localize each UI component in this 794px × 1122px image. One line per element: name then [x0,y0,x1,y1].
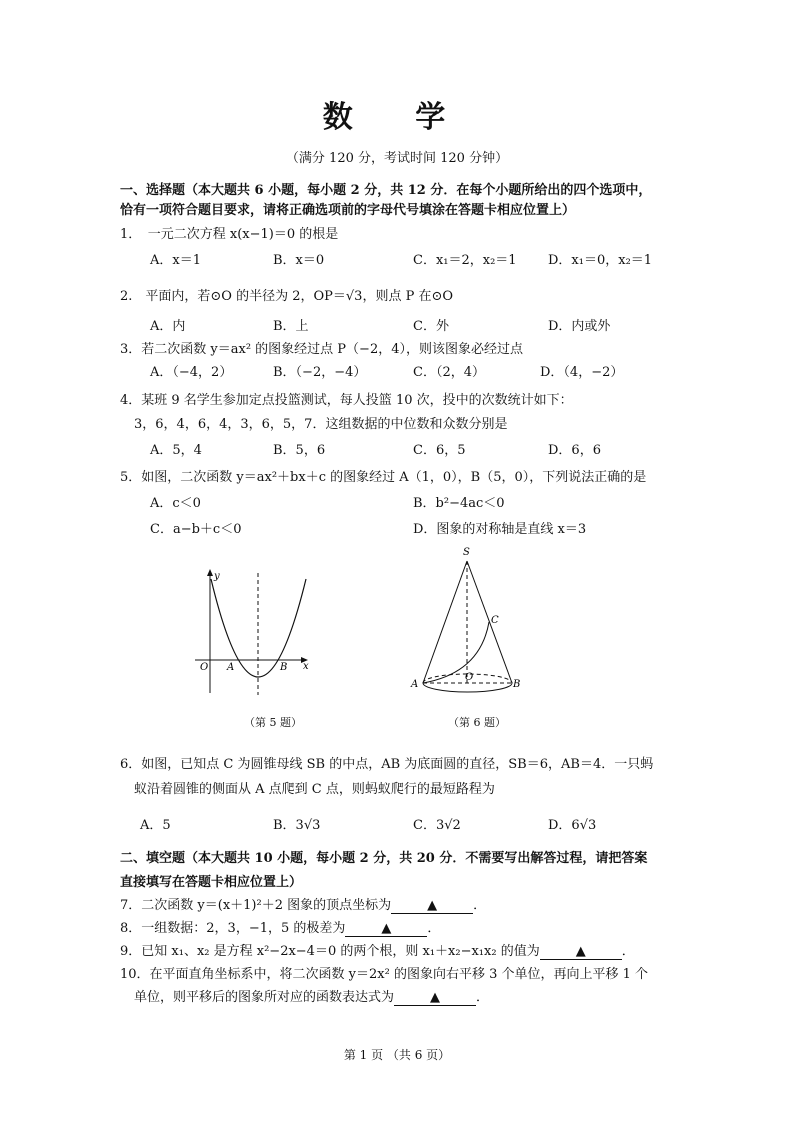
label-o: O [200,662,209,673]
q5-option-b: B．b²−4ac＜0 [413,496,505,511]
answer-blank: ▲ [394,991,476,1006]
q9-text: 9．已知 x₁、x₂ 是方程 x²−2x−4＝0 的两个根，则 x₁＋x₂−x₁x₂ 的值为 [120,944,540,959]
q3-option-b: B．（−2，−4） [273,365,367,380]
q4-option-c: C．6，5 [413,443,466,458]
label-s: S [463,547,470,558]
section2-heading-1: 二、填空题（本大题共 10 小题，每小题 2 分，共 20 分．不需要写出解答过程，请把答案 [120,851,648,866]
q2-stem: 2. 平面内，若⊙O 的半径为 2，OP＝√3，则点 P 在⊙O [120,289,454,304]
figure-6-caption: （第 6 题） [448,716,506,729]
q2-option-c: C．外 [413,319,449,334]
exam-info: （满分 120 分，考试时间 120 分钟） [285,151,509,166]
q1-option-a: A．x＝1 [150,253,201,268]
section1-heading-2: 恰有一项符合题目要求，请将正确选项前的字母代号填涂在答题卡相应位置上） [120,203,576,218]
answer-blank: ▲ [391,899,473,914]
q1-option-d: D．x₁＝0，x₂＝1 [548,253,653,268]
page-footer: 第 1 页 （共 6 页） [343,1048,451,1062]
q5-option-a: A．c＜0 [150,496,201,511]
q6-stem-2: 蚁沿着圆锥的侧面从 A 点爬到 C 点，则蚂蚁爬行的最短路程为 [134,782,495,797]
answer-blank: ▲ [345,922,427,937]
q9: 9．已知 x₁、x₂ 是方程 x²−2x−4＝0 的两个根，则 x₁＋x₂−x₁x₂ 的值为 ▲ ． [120,944,635,959]
q5-option-d: D．图象的对称轴是直线 x＝3 [413,522,587,537]
q5-stem: 5．如图，二次函数 y＝ax²＋bx＋c 的图象经过 A（1，0），B（5，0），下列说法正确的是 [120,470,647,485]
q4-stem: 4．某班 9 名学生参加定点投篮测试，每人投篮 10 次，投中的次数统计如下： [120,393,573,408]
q10-line-2: 单位，则平移后的图象所对应的函数表达式为 ▲ ． [134,990,490,1005]
q8-text: 8．一组数据：2，3，−1，5 的极差为 [120,921,346,936]
cone-edge-sa [423,561,467,683]
q8: 8．一组数据：2，3，−1，5 的极差为 ▲ ． [120,921,441,936]
page-title: 数 学 [322,100,472,135]
q10-line-1: 10．在平面直角坐标系中，将二次函数 y＝2x² 的图象向右平移 3 个单位，再向上平移 1 个 [120,967,649,982]
cone-edge-sb [467,561,512,683]
q1-option-b: B．x＝0 [273,253,325,268]
q3-stem: 3．若二次函数 y＝ax² 的图象经过点 P（−2，4），则该图象必经过点 [120,342,523,357]
figure-6-cone [405,543,535,703]
figure-5-caption: （第 5 题） [244,716,302,729]
q6-option-d: D．6√3 [548,818,597,833]
q4-stem-2: 3，6，4，6，4，3，6，5，7．这组数据的中位数和众数分别是 [134,417,508,432]
parabola-curve [211,579,306,677]
section2-heading-2: 直接填写在答题卡相应位置上） [120,875,303,890]
label-a: A [411,679,419,690]
q6-option-a: A．5 [140,818,171,833]
q10-text: 单位，则平移后的图象所对应的函数表达式为 [134,990,395,1005]
label-c: C [491,615,499,626]
base-front [423,683,512,692]
q7-text: 7．二次函数 y＝(x＋1)²＋2 图象的顶点坐标为 [120,898,392,913]
label-a: A [227,662,235,673]
y-axis-arrow [207,569,213,576]
q3-option-c: C．（2，4） [413,365,485,380]
label-x: x [303,661,309,672]
section1-heading-1: 一、选择题（本大题共 6 小题，每小题 2 分，共 12 分．在每个小题所给出的四个选项中， [120,183,652,198]
q2-option-a: A．内 [150,319,186,334]
q2-option-d: D．内或外 [548,319,611,334]
answer-blank: ▲ [540,945,622,960]
q5-option-c: C．a−b＋c＜0 [150,522,242,537]
q4-option-d: D．6，6 [548,443,601,458]
q7: 7．二次函数 y＝(x＋1)²＋2 图象的顶点坐标为 ▲ ． [120,898,487,913]
q4-option-b: B．5，6 [273,443,326,458]
q3-option-d: D．（4，−2） [540,365,624,380]
q4-option-a: A．5，4 [150,443,202,458]
label-b: B [513,679,521,690]
q6-stem: 6．如图，已知点 C 为圆锥母线 SB 的中点，AB 为底面圆的直径，SB＝6，AB＝4．一只蚂 [120,757,654,772]
q3-option-a: A．（−4，2） [150,365,233,380]
label-y: y [214,571,220,582]
label-b: B [280,662,288,673]
q6-option-b: B．3√3 [273,818,321,833]
figure-5-parabola [190,565,320,700]
label-o: O [465,672,474,683]
q2-option-b: B．上 [273,319,309,334]
q6-option-c: C．3√2 [413,818,461,833]
q1-stem: 1． 一元二次方程 x(x−1)＝0 的根是 [120,227,339,242]
q1-option-c: C．x₁＝2，x₂＝1 [413,253,517,268]
